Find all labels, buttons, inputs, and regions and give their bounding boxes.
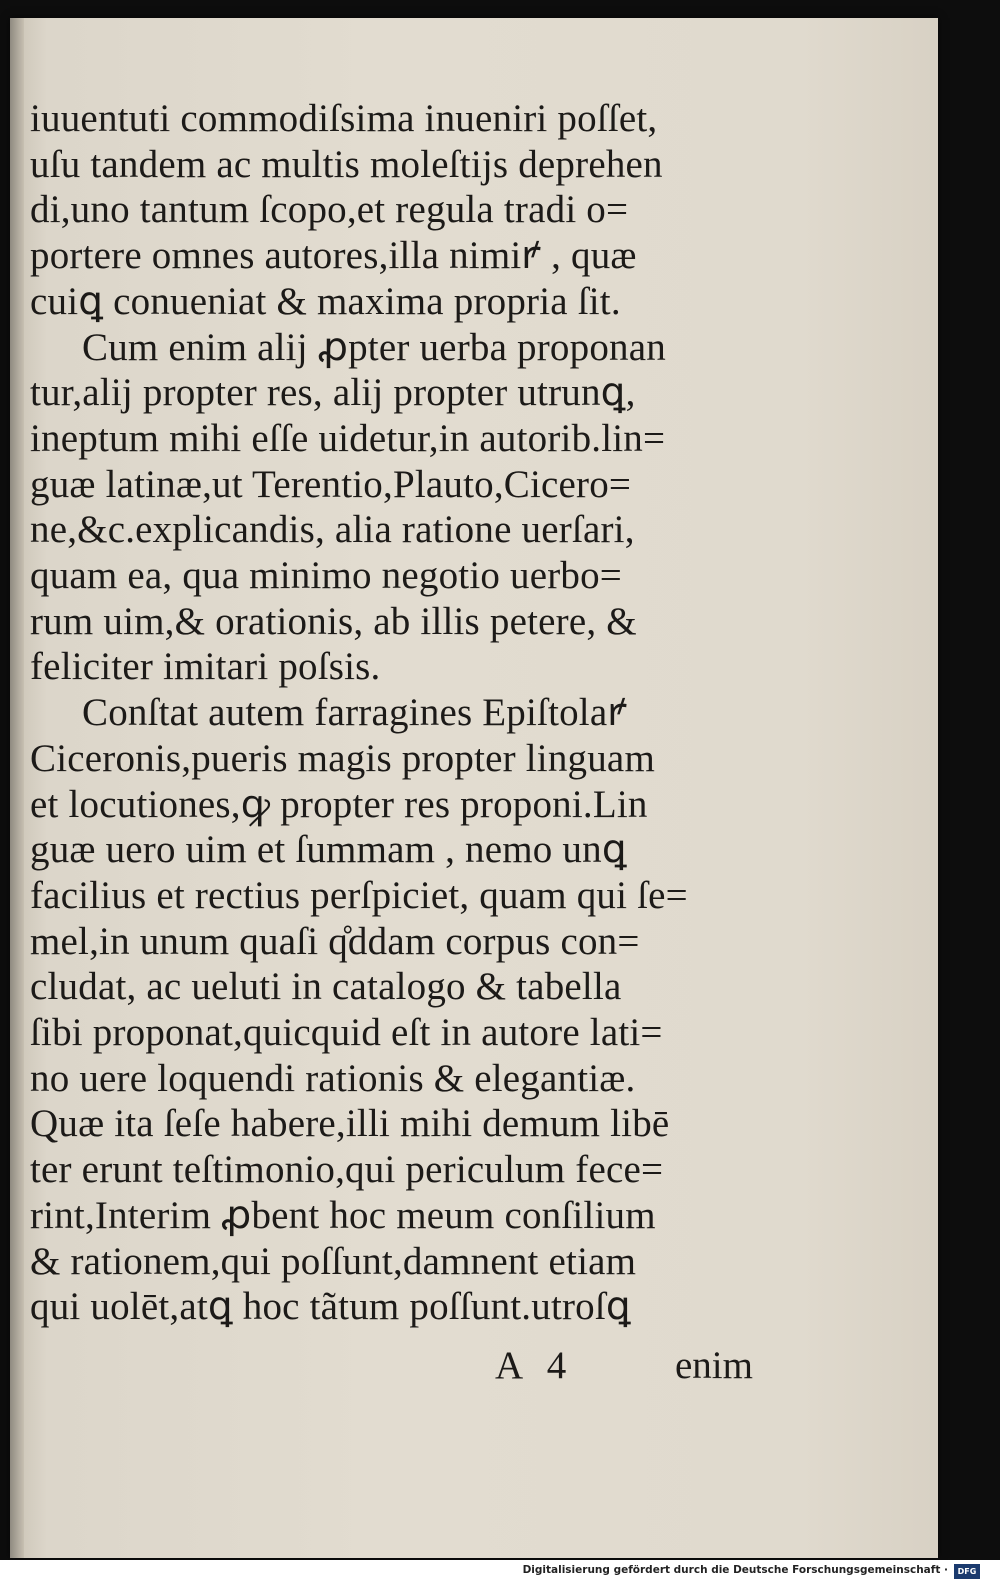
text-line: iuuentuti commodiſsima inueniri poſſet, (30, 97, 658, 140)
body-text (30, 96, 770, 1330)
page-gutter-shadow (10, 18, 24, 1558)
signature-mark: A 4 (495, 1344, 575, 1387)
page-footer (10, 1343, 770, 1388)
text-line: mel,in unum quaſi q̊ddam corpus con= (30, 919, 640, 963)
text-line: ineptum mihi eſſe uidetur,in autorib.lin= (30, 416, 666, 460)
dfg-logo-icon[interactable]: DFG (954, 1564, 980, 1579)
text-line: di,uno tantum ſcopo,et regula tradi o= (30, 188, 629, 232)
text-line: facilius et rectius perſpiciet, quam qui ſe= (30, 873, 688, 917)
text-line: guæ uero uim et ſummam , nemo unꝗ (30, 828, 627, 872)
text-line: uſu tandem ac multis moleſtijs deprehen (30, 142, 663, 186)
text-line: et locutiones,ꝙ propter res proponi.Lin (30, 782, 648, 826)
text-line: guæ latinæ,ut Terentio,Plauto,Cicero= (30, 462, 632, 506)
digitization-credit-bar (0, 1560, 1000, 1585)
text-line: ter erunt teſtimonio,qui periculum fece= (30, 1148, 664, 1192)
book-page (10, 18, 938, 1558)
catchword: enim (675, 1344, 753, 1387)
text-line: rum uim,& orationis, ab illis petere, & (30, 599, 637, 643)
text-line: tur,alij propter res, alij propter utrunꝗ, (30, 371, 636, 415)
text-line: cuiꝗ conueniat & maxima propria ſit. (30, 279, 621, 323)
text-line: Conſtat autem farragines Epiſtolaꝵ (82, 691, 628, 735)
credit-text: Digitalisierung gefördert durch die Deutsche Forschungsgemeinschaft · (522, 1564, 948, 1576)
text-line: feliciter imitari poſsis. (30, 645, 381, 689)
text-line: ne,&c.explicandis, alia ratione uerſari, (30, 508, 635, 552)
text-line: ſibi proponat,quicquid eſt in autore lati= (30, 1011, 663, 1055)
text-line: qui uolēt,atꝗ hoc tãtum poſſunt.utroſꝗ (30, 1285, 631, 1329)
text-line: Cum enim alij ꝓpter uerba proponan (82, 325, 666, 369)
text-line: Quæ ita ſeſe habere,illi mihi demum libē (30, 1102, 670, 1146)
text-line: & rationem,qui poſſunt,damnent etiam (30, 1239, 637, 1283)
text-line: portere omnes autores,illa nimiꝵ , quæ (30, 234, 637, 278)
text-line: cludat, ac ueluti in catalogo & tabella (30, 965, 622, 1009)
text-line: no uere loquendi rationis & elegantiæ. (30, 1056, 636, 1100)
text-line: rint,Interim ꝓbent hoc meum conſilium (30, 1193, 656, 1237)
text-line: quam ea, qua minimo negotio uerbo= (30, 554, 622, 598)
text-line: Ciceronis,pueris magis propter linguam (30, 736, 655, 780)
